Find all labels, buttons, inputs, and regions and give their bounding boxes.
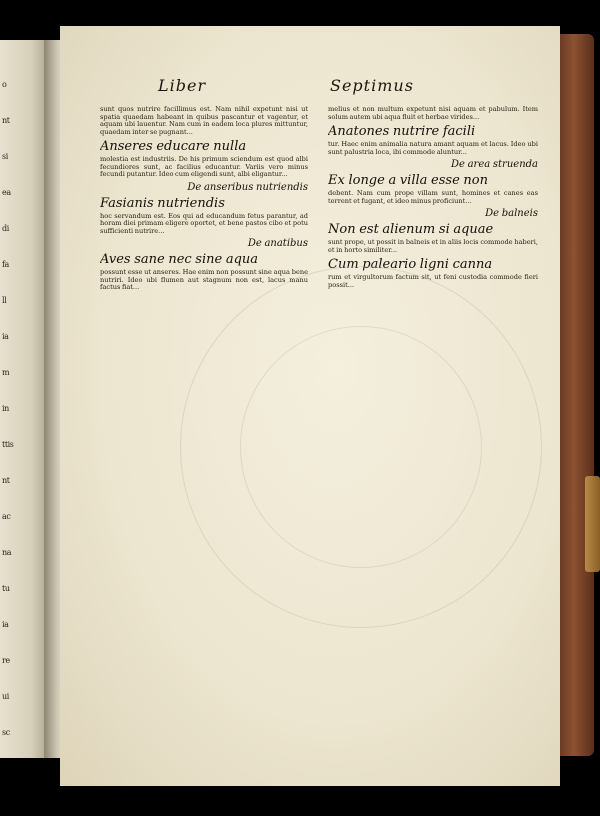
- paragraph: rum et virgultorum factum sit, ut feni custodia commode fieri possit...: [328, 273, 538, 289]
- left-page-fragment: na: [2, 548, 12, 557]
- paragraph: possunt esse ut anseres. Hae enim non possunt sine aqua bene nutriri. Ideo ubi flumen aut stagnum non est, lacus manu factus fiat...: [100, 268, 308, 291]
- paragraph: debent. Nam cum prope villam sunt, homines et canes eas terrent et fugant, et ideo minus proficiunt...: [328, 189, 538, 205]
- section-heading: Aves sane nec sine aqua: [100, 252, 259, 267]
- paragraph: tur. Haec enim animalia natura amant aquam et lacus. Ideo ubi sunt palustria loca, ibi commode aluntur...: [328, 140, 538, 156]
- left-page-fragment: di: [2, 224, 9, 233]
- left-page-fragment: nt: [2, 116, 10, 125]
- section-heading: Ex longe a villa esse non: [328, 173, 488, 188]
- book-clasp: [585, 476, 600, 572]
- left-page-fragment: ac: [2, 512, 11, 521]
- section-heading: Fasianis nutriendis: [100, 195, 225, 211]
- left-page-fragment: nt: [2, 476, 10, 485]
- left-text-column: [100, 106, 308, 774]
- section-heading: Cum paleario ligni canna: [328, 257, 493, 272]
- paragraph: hoc servandum est. Eos qui ad educandum fetus parantur, ad horam diei primam eligere oportet, et bene pastos cibo et potu sufficienti nutrire...: [100, 211, 308, 235]
- paragraph: molestia est industriis. De his primum sciendum est quod albi fecundiores sunt, ac facilius educantur. Variis vero minus fecundi putantur. Ideo cum eligendi sunt, albi eligantur...: [100, 155, 308, 178]
- right-text-column: [328, 106, 538, 718]
- section-caption: De anatibus: [247, 238, 308, 249]
- running-head-left: Liber: [158, 76, 207, 95]
- running-head-right: Septimus: [330, 76, 414, 95]
- left-page-fragment: ui: [2, 692, 9, 701]
- section-caption: De area struenda: [450, 159, 538, 170]
- left-page-fragment: tu: [2, 584, 10, 593]
- binding-edge: [560, 34, 594, 756]
- left-page-fragment: ia: [2, 332, 9, 341]
- paragraph: sunt quos nutrire facillimus est. Nam nihil expetunt nisi ut spatia quaedam habeant in quibus pascantur et vagentur, et aquam ubi lauentur. Nam cum in eadem loca plures mittuntur, quaedam inter se pugnant...: [100, 106, 308, 136]
- paragraph: sunt prope, ut possit in balneis et in aliis locis commode haberi, et in horto similiter...: [328, 238, 538, 254]
- manuscript-page: [60, 26, 560, 786]
- section-caption: De balneis: [485, 208, 538, 219]
- left-page-fragment: in: [2, 404, 9, 413]
- section-heading: Anseres educare nulla: [100, 139, 247, 154]
- left-page-fragment: ia: [2, 620, 9, 629]
- left-page-fragment: fa: [2, 260, 9, 269]
- left-page-fragment: ttis: [2, 440, 14, 449]
- left-page-fragment: re: [2, 656, 10, 665]
- left-page-fragment: ll: [2, 296, 7, 305]
- paragraph: melius et non multum expetunt nisi aquam et pabulum. Item solum autem ubi aqua fluit et herbae virides...: [328, 106, 538, 121]
- left-page-fragment: ea: [2, 188, 11, 197]
- section-caption: De anseribus nutriendis: [187, 181, 308, 193]
- left-page-fragment: sc: [2, 728, 10, 737]
- left-page-fragment: m: [2, 368, 10, 377]
- section-heading: Anatones nutrire facili: [328, 124, 476, 139]
- section-heading: Non est alienum si aquae: [328, 222, 494, 237]
- left-page-fragment: si: [2, 152, 8, 161]
- left-page-edge: [0, 40, 44, 758]
- left-page-fragment: o: [2, 80, 7, 89]
